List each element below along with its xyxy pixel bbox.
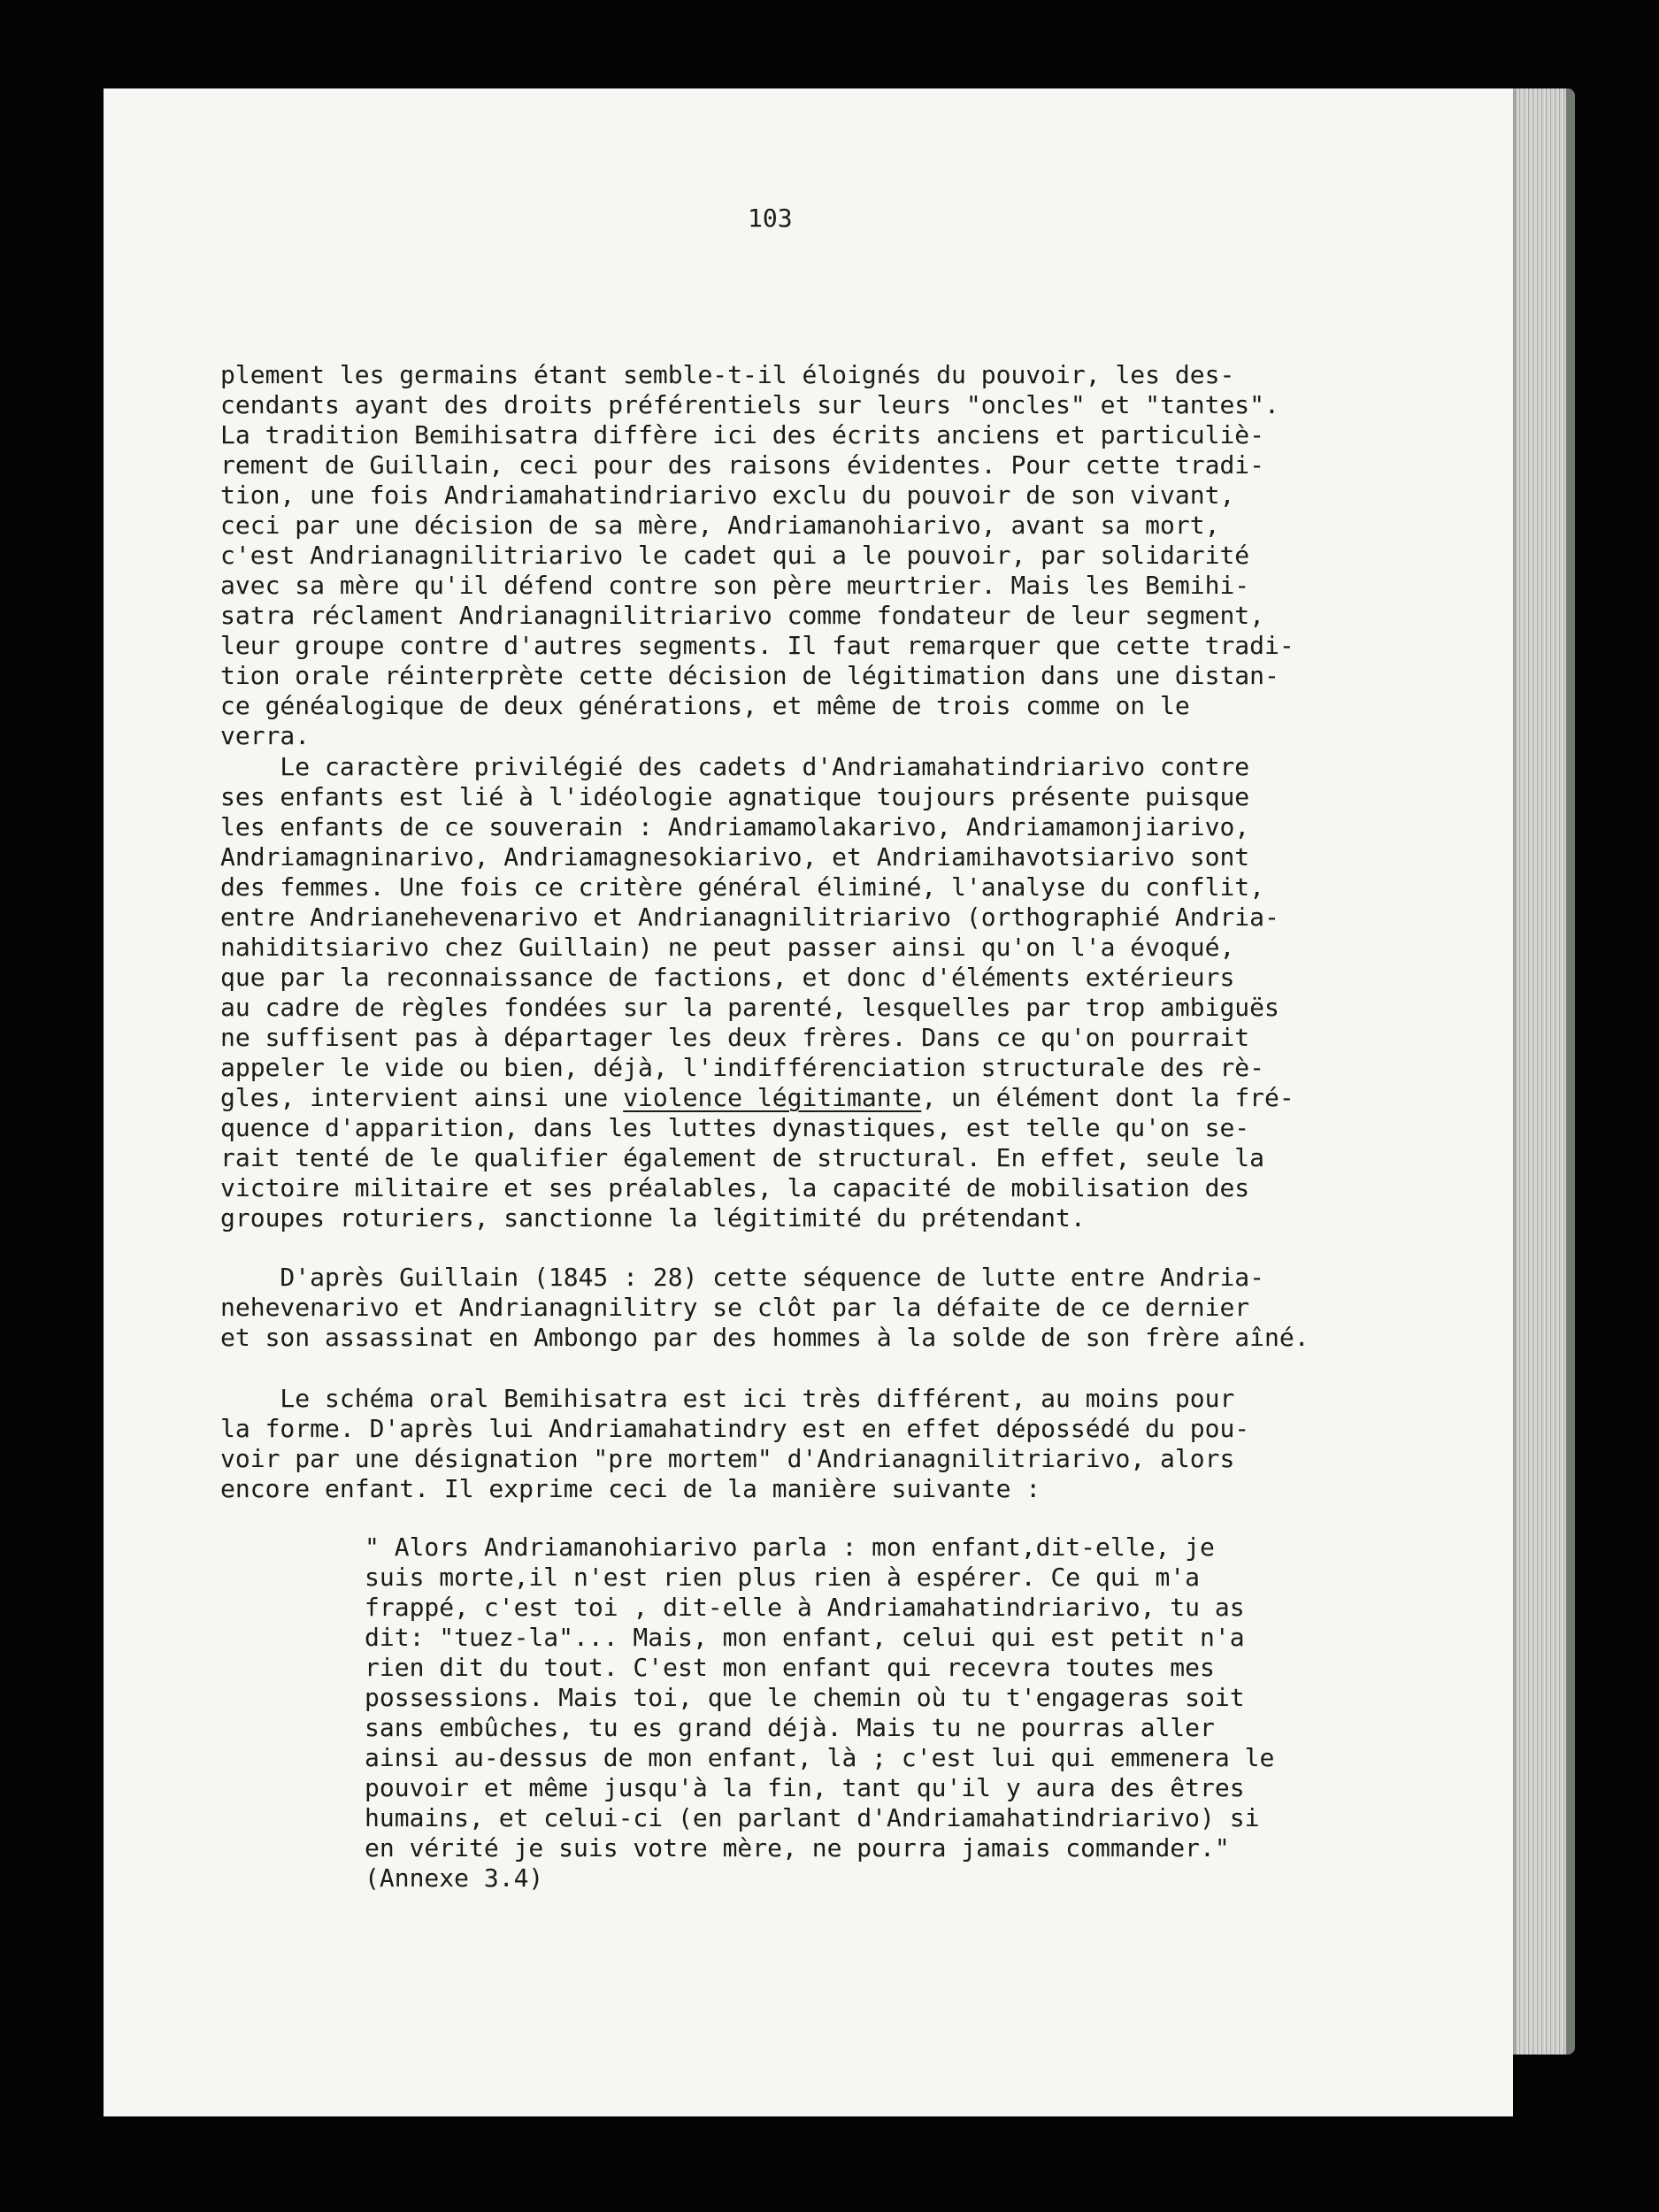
book-page-edges	[1504, 88, 1575, 2055]
text-line: cendants ayant des droits préférentiels sur leurs "oncles" et "tantes".	[220, 390, 1279, 419]
quote-line: dit: "tuez-la"... Mais, mon enfant, celui qui est petit n'a	[365, 1623, 1245, 1652]
text-line: rait tenté de le qualifier également de structural. En effet, seule la	[220, 1143, 1265, 1172]
page-number: 103	[748, 204, 793, 233]
text-line: ne suffisent pas à départager les deux frères. Dans ce qu'on pourrait	[220, 1023, 1250, 1052]
text-line: satra réclament Andrianagnilitriarivo comme fondateur de leur segment,	[220, 601, 1265, 630]
quote-citation: (Annexe 3.4)	[365, 1863, 544, 1893]
quote-line: " Alors Andriamanohiarivo parla : mon enfant,dit-elle, je	[365, 1532, 1215, 1562]
underlined-phrase: violence légitimante	[623, 1083, 922, 1112]
quote-line: rien dit du tout. C'est mon enfant qui recevra toutes mes	[365, 1653, 1215, 1682]
text-line: victoire militaire et ses préalables, la capacité de mobilisation des	[220, 1173, 1250, 1202]
text-line-with-underline	[220, 1083, 1294, 1113]
text-line: D'après Guillain (1845 : 28) cette séquence de lutte entre Andria-	[220, 1263, 1265, 1292]
text-line: des femmes. Une fois ce critère général éliminé, l'analyse du conflit,	[220, 872, 1265, 902]
text-line: encore enfant. Il exprime ceci de la manière suivante :	[220, 1474, 1041, 1503]
text-line: plement les germains étant semble-t-il éloignés du pouvoir, les des-	[220, 360, 1235, 389]
text-line: leur groupe contre d'autres segments. Il faut remarquer que cette tradi-	[220, 631, 1294, 660]
text-line: tion, une fois Andriamahatindriarivo exclu du pouvoir de son vivant,	[220, 480, 1235, 510]
text-line: les enfants de ce souverain : Andriamamolakarivo, Andriamamonjiarivo,	[220, 812, 1250, 841]
text-line: et son assassinat en Ambongo par des hommes à la solde de son frère aîné.	[220, 1323, 1310, 1352]
quote-line: frappé, c'est toi , dit-elle à Andriamahatindriarivo, tu as	[365, 1593, 1245, 1622]
text-line: rement de Guillain, ceci pour des raisons évidentes. Pour cette tradi-	[220, 450, 1265, 480]
text-line: Andriamagninarivo, Andriamagnesokiarivo, et Andriamihavotsiarivo sont	[220, 842, 1250, 872]
text-line: Le caractère privilégié des cadets d'Andriamahatindriarivo contre	[220, 752, 1250, 781]
text-line: entre Andrianehevenarivo et Andrianagnilitriarivo (orthographié Andria-	[220, 902, 1279, 932]
text-line: La tradition Bemihisatra diffère ici des écrits anciens et particuliè-	[220, 420, 1265, 449]
text-line: Le schéma oral Bemihisatra est ici très différent, au moins pour	[220, 1384, 1235, 1413]
quote-line: possessions. Mais toi, que le chemin où tu t'engageras soit	[365, 1683, 1245, 1712]
quote-line: suis morte,il n'est rien plus rien à espérer. Ce qui m'a	[365, 1563, 1201, 1592]
text-line: c'est Andrianagnilitriarivo le cadet qui a le pouvoir, par solidarité	[220, 541, 1250, 570]
text-line: appeler le vide ou bien, déjà, l'indifférenciation structurale des rè-	[220, 1053, 1265, 1082]
text-line: tion orale réinterprète cette décision de légitimation dans une distan-	[220, 661, 1279, 690]
text-segment: gles, intervient ainsi une	[220, 1083, 624, 1112]
text-segment: , un élément dont la fré-	[921, 1083, 1294, 1112]
quote-line: pouvoir et même jusqu'à la fin, tant qu'il y aura des êtres	[365, 1773, 1245, 1802]
text-line: verra.	[220, 721, 311, 750]
text-line: quence d'apparition, dans les luttes dynastiques, est telle qu'on se-	[220, 1113, 1250, 1142]
text-line: avec sa mère qu'il défend contre son père meurtrier. Mais les Bemihi-	[220, 571, 1250, 600]
text-line: que par la reconnaissance de factions, et donc d'éléments extérieurs	[220, 963, 1235, 992]
text-line: ceci par une décision de sa mère, Andriamanohiarivo, avant sa mort,	[220, 511, 1220, 540]
quote-line: ainsi au-dessus de mon enfant, là ; c'est lui qui emmenera le	[365, 1743, 1275, 1772]
quote-line: humains, et celui-ci (en parlant d'Andriamahatindriarivo) si	[365, 1803, 1260, 1832]
text-line: nehevenarivo et Andrianagnilitry se clôt par la défaite de ce dernier	[220, 1293, 1250, 1322]
text-line: ce généalogique de deux générations, et même de trois comme on le	[220, 691, 1190, 720]
text-line: au cadre de règles fondées sur la parenté, lesquelles par trop ambiguës	[220, 993, 1279, 1022]
quote-line: en vérité je suis votre mère, ne pourra jamais commander."	[365, 1833, 1230, 1863]
quote-line: sans embûches, tu es grand déjà. Mais tu ne pourras aller	[365, 1713, 1215, 1742]
text-line: groupes roturiers, sanctionne la légitimité du prétendant.	[220, 1203, 1086, 1233]
text-line: ses enfants est lié à l'idéologie agnatique toujours présente puisque	[220, 782, 1250, 811]
text-line: voir par une désignation "pre mortem" d'Andrianagnilitriarivo, alors	[220, 1444, 1235, 1473]
book-page	[104, 88, 1513, 2116]
text-line: la forme. D'après lui Andriamahatindry est en effet dépossédé du pou-	[220, 1414, 1250, 1443]
text-line: nahiditsiarivo chez Guillain) ne peut passer ainsi qu'on l'a évoqué,	[220, 933, 1235, 962]
